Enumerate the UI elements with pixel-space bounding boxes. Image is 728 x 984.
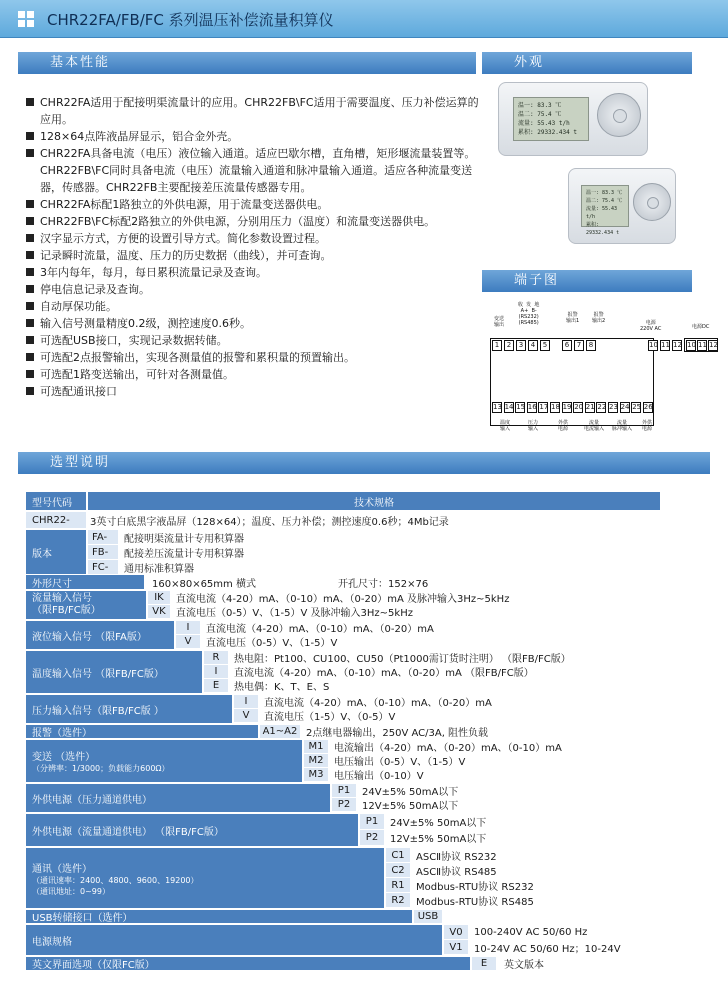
device-lcd: 温一: 83.3 ℃ 温二: 75.4 ℃ 流量: 55.43 t/h 累积: 29332.434 t [581,185,629,227]
feature-item: 可选配通讯接口 [26,383,484,400]
terminal-pin: 2 [504,340,514,351]
usb-code: USB [414,910,442,923]
power-code: V0 [444,925,468,939]
feature-item: CHR22FA具备电流（电压）液位输入通道。适应巴歇尔槽，直角槽，矩形堰流量装置等。CHR22FB\FC同时具备电流（电压）流量输入通道和脉冲量输入通道。适应各种流量变送器，传感器。CHR22FB主要配接差压流量传感器专用。 [26,145,484,196]
supply-flow-label: 外供电源（流量通道供电） （限FB/FC版） [26,814,358,846]
model-desc: 3英寸白底黑字液晶屏（128×64）；温度、压力补偿；测控速度0.6秒；4Mb记录 [90,516,449,528]
flow-desc: 直流电流（4-20）mA、（0-10）mA、（0-20）mA 及脉冲输入3Hz~5kHz [176,594,510,605]
language-label: 英文界面选项（仅限FC版） [26,957,470,970]
power-desc: 10-24V AC 50/60 Hz；10-24V [474,943,621,955]
section-features-header: 基本性能 [18,52,476,74]
page-title: CHR22FA/FB/FC 系列温压补偿流量积算仪 [47,11,334,29]
supply-flow-desc: 24V±5% 50mA以下 [390,818,487,829]
comm-code: C2 [386,863,410,877]
label-temp-input: 温度 输入 [500,420,511,432]
windows-logo-icon [18,11,34,27]
header-code: 型号代码 [26,492,86,510]
label-comm: 收 发 地 A+ B- (RS232) (RS485) [518,302,540,326]
version-desc: 配接差压流量计专用积算器 [124,548,244,560]
feature-item: 输入信号测量精度0.2级，测控速度0.6秒。 [26,315,484,332]
terminal-pin: 5 [540,340,550,351]
supply-pressure-label: 外供电源（压力通道供电） [26,784,330,812]
feature-item: 记录瞬时流量，温度、压力的历史数据（曲线），并可查询。 [26,247,484,264]
comm-code: R1 [386,878,410,892]
comm-code: R2 [386,893,410,907]
label-flow-current: 流量 电流输入 [584,420,605,432]
label-transmit-output: 变送 输出 [494,316,505,328]
keypad-icon [597,93,641,137]
comm-desc: ASCⅡ协议 RS485 [416,866,497,878]
device-lcd: 温一: 83.3 ℃ 温二: 75.4 ℃ 流量: 55.43 t/h 累积: 29332.434 t [513,97,589,141]
pressure-desc: 直流电压（1-5）V、（0-5）V [264,712,396,723]
terminal-pin-dc: 11 [698,341,707,349]
model-code: CHR22- [26,512,86,528]
terminal-pin: 26 [643,403,653,411]
terminal-pin: 8 [586,340,596,351]
terminal-diagram [488,300,720,446]
terminal-pin: 23 [609,403,618,411]
terminal-pin: 1 [492,340,502,351]
supply-pressure-code: P1 [332,784,356,797]
label-power-ac: 电源 220V AC [640,320,662,332]
comm-desc: ASCⅡ协议 RS232 [416,851,497,863]
header-spec: 技术规格 [88,492,660,510]
temp-desc: 热电阻：Pt100、CU100、CU50（Pt1000需订货时注明） （限FB/FC版） [234,654,571,665]
flow-desc: 直流电压（0-5）V、（1-5）V 及脉冲输入3Hz~5kHz [176,608,413,619]
version-desc: 配接明渠流量计专用积算器 [124,533,244,545]
supply-flow-code: P2 [360,830,384,845]
temp-code: E [204,679,228,692]
comm-note-rate: （通讯速率：2400、4800、9600、19200） [32,875,199,885]
terminal-pin: 25 [632,403,642,411]
transmit-desc: 电流输出（4-20）mA、（0-20）mA、（0-10）mA [334,743,562,754]
title-bar [0,0,728,38]
terminal-pin: 24 [620,403,630,411]
transmit-label-block [26,740,302,782]
feature-item: CHR22FA适用于配接明渠流量计的应用。CHR22FB\FC适用于需要温度、压力补偿运算的应用。 [26,94,484,128]
terminal-pin: 11 [661,341,670,349]
label-supply-1: 外供 电源 [558,420,569,432]
feature-item: 3年内每年，每月，每日累积流量记录及查询。 [26,264,484,281]
size-label: 外形尺寸 [26,575,144,589]
supply-pressure-desc: 12V±5% 50mA以下 [362,801,459,812]
supply-pressure-code: P2 [332,798,356,811]
label-alarm-1: 报警 输出1 [566,312,580,324]
temp-desc: 热电偶：K、T、E、S [234,682,330,693]
feature-item: 可选配2点报警输出，实现各测量值的报警和累积量的预置输出。 [26,349,484,366]
feature-item: 可选配USB接口，实现记录数据转储。 [26,332,484,349]
feature-item: 可选配1路变送输出，可针对各测量值。 [26,366,484,383]
terminal-pin-dc: 12 [709,341,718,349]
power-code: V1 [444,940,468,954]
terminal-pin: 15 [516,403,526,411]
comm-desc: Modbus-RTU协议 RS485 [416,896,534,908]
terminal-pin: 10 [649,341,658,349]
level-code: V [176,635,200,648]
transmit-code: M2 [304,754,328,767]
feature-item: 汉字显示方式，方便的设置引导方式。简化参数设置过程。 [26,230,484,247]
feature-list [26,94,484,400]
language-desc: 英文版本 [504,960,544,971]
terminal-pin: 12 [673,341,682,349]
terminal-pin: 4 [528,340,538,351]
terminal-pin: 17 [539,403,549,411]
label-supply-2: 外供 电源 [642,420,653,432]
language-code: E [472,957,496,970]
comm-note-address: （通讯地址：0~99） [32,886,110,896]
flow-code: IK [148,591,170,604]
usb-label: USB转储接口（选件） [26,910,412,923]
comm-desc: Modbus-RTU协议 RS232 [416,881,534,893]
transmit-note: （分辨率：1/3000；负载能力600Ω） [32,764,170,773]
pressure-input-label: 压力输入信号（限FB/FC版 ） [26,695,232,723]
feature-item: 停电信息记录及查询。 [26,281,484,298]
pressure-desc: 直流电流（4-20）mA、（0-10）mA、（0-20）mA [264,698,492,709]
keypad-icon [633,183,671,221]
level-code: I [176,621,200,634]
terminal-pin: 18 [551,403,560,411]
cutout-size: 开孔尺寸：152×76 [338,578,429,590]
device-photo-front [498,82,648,156]
label-pressure-input: 压力 输入 [528,420,539,432]
version-code: FB- [88,545,118,559]
alarm-desc: 2点继电器输出，250V AC/3A, 阻性负载 [306,728,489,739]
terminal-pin: 3 [516,340,526,351]
label-flow-pulse: 流量 脉冲输入 [612,420,633,432]
alarm-label: 报警（选件） [26,725,258,738]
section-terminal-header: 端子图 [482,270,692,292]
terminal-pin: 21 [585,403,595,411]
pressure-code: I [234,695,258,708]
transmit-code: M3 [304,768,328,781]
power-label: 电源规格 [26,925,442,955]
version-desc: 通用标准积算器 [124,563,194,575]
flow-input-label: 流量输入信号 （限FB/FC版） [26,591,146,619]
comm-label: 通讯（选件） [32,863,92,875]
version-label: 版本 [26,530,86,574]
section-appearance-header: 外观 [482,52,692,74]
transmit-code: M1 [304,740,328,753]
feature-item: 自动厚保功能。 [26,298,484,315]
terminal-pin: 6 [562,340,572,351]
size-value: 160×80×65mm 横式 [152,578,256,590]
transmit-label: 变送 （选件） [32,752,96,763]
supply-flow-code: P1 [360,814,384,829]
temp-code: I [204,665,228,678]
feature-item: CHR22FB\FC标配2路独立的外供电源，分别用压力（温度）和流量变送器供电。 [26,213,484,230]
terminal-pin: 7 [574,340,584,351]
comm-code: C1 [386,848,410,862]
level-desc: 直流电流（4-20）mA、（0-10）mA、（0-20）mA [206,624,434,635]
version-code: FC- [88,560,118,574]
flow-code: VK [148,605,170,618]
terminal-pin: 19 [562,403,572,411]
power-desc: 100-240V AC 50/60 Hz [474,926,588,938]
feature-item: CHR22FA标配1路独立的外供电源，用于流量变送器供电。 [26,196,484,213]
feature-item: 128×64点阵液晶屏显示，铝合金外壳。 [26,128,484,145]
terminal-pin: 20 [574,403,584,411]
terminal-pin: 13 [493,403,502,411]
temp-desc: 直流电流（4-20）mA、（0-10）mA、（0-20）mA （限FB/FC版） [234,668,534,679]
supply-flow-desc: 12V±5% 50mA以下 [390,834,487,845]
terminal-pin-dc: 10 [687,341,696,349]
comm-label-block [26,848,384,908]
alarm-code: A1~A2 [260,725,300,738]
level-desc: 直流电压（0-5）V、（1-5）V [206,638,338,649]
pressure-code: V [234,709,258,722]
version-code: FA- [88,530,118,544]
label-alarm-2: 报警 输出2 [592,312,606,324]
supply-pressure-desc: 24V±5% 50mA以下 [362,787,459,798]
device-photo-angled [568,168,676,244]
terminal-pin: 22 [597,403,607,411]
terminal-pin: 14 [504,403,514,411]
temp-input-label: 温度输入信号 （限FB/FC版） [26,651,202,693]
label-power-dc: 电源DC [692,324,710,330]
level-input-label: 液位输入信号 （限FA版） [26,621,174,649]
temp-code: R [204,651,228,664]
section-selection-header: 选型说明 [18,452,710,474]
transmit-desc: 电压输出（0-5）V、（1-5）V [334,757,466,768]
transmit-desc: 电压输出（0-10）V [334,771,424,782]
terminal-pin: 16 [527,403,537,411]
